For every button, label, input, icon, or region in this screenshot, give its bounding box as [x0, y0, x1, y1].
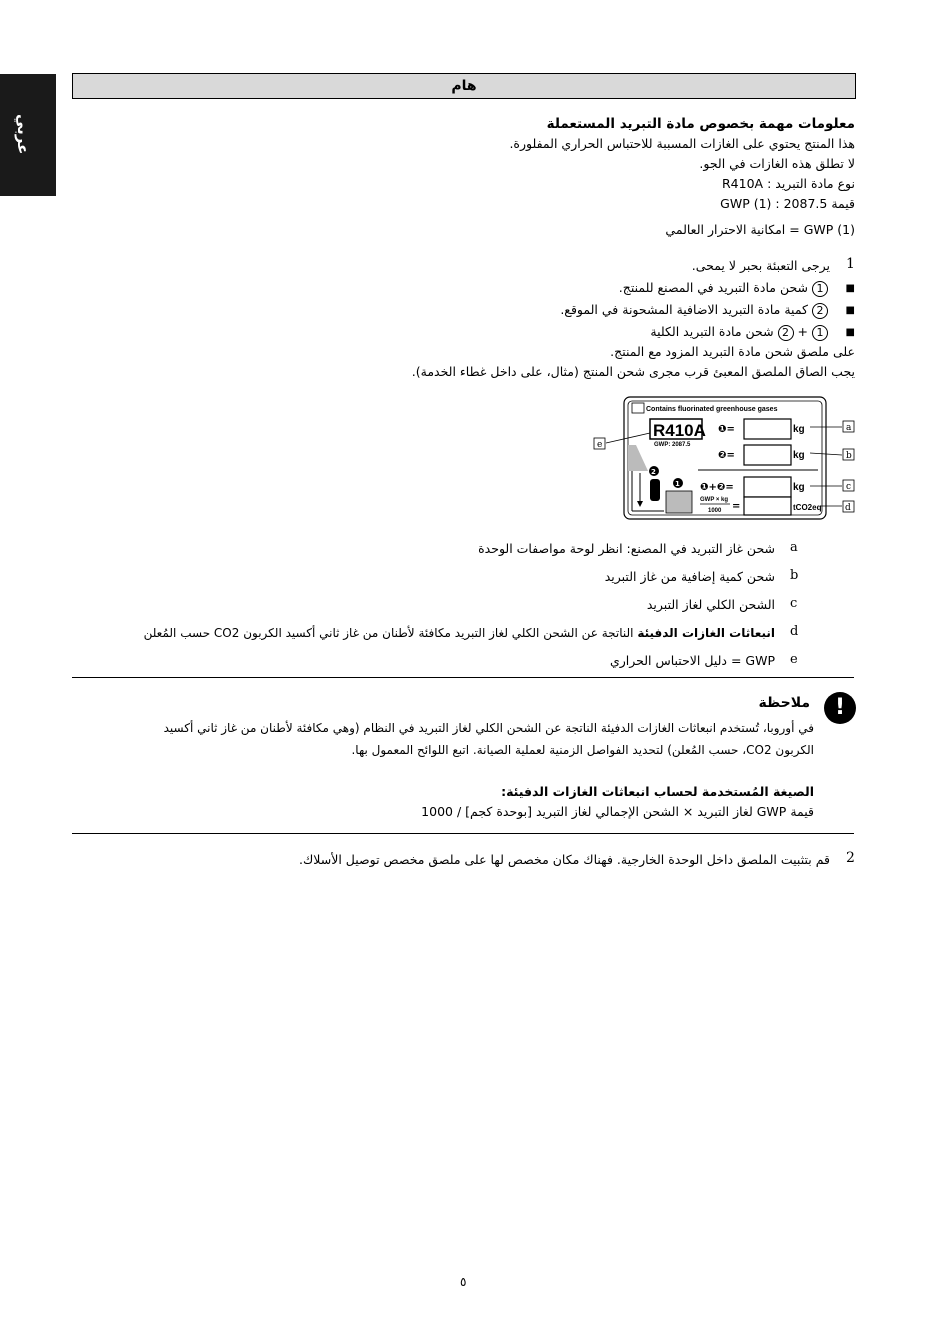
callout-e: e: [597, 440, 603, 450]
bullet-2-text: كمية مادة التبريد الاضافية المشحونة في الموقع.: [560, 302, 809, 317]
label-note-2: يجب الصاق الملصق المعبئ قرب مجرى شحن المنتج (مثال، على داخل غطاء الخدمة).: [411, 364, 855, 379]
circle-2-icon: 2: [812, 303, 828, 319]
label-formula-top: GWP × kg: [700, 497, 729, 503]
cylinder-icon: [650, 479, 660, 501]
formula-text: قيمة GWP لغاز التبريد × الشحن الإجمالي لغاز التبريد [بوحدة كجم] / 1000: [421, 804, 814, 819]
callout-d: d: [845, 503, 851, 513]
language-tab-label: عربي: [14, 114, 32, 155]
note-title: ملاحظة: [758, 695, 810, 711]
gwp-value: قيمة GWP (1) : 2087.5: [720, 196, 855, 211]
label-note-1: على ملصق شحن مادة التبريد المزود مع المنتج.: [610, 344, 855, 359]
note-line-2: الكربون CO2، حسب المُعلن) لتحديد الفواصل الزمنية لعملية الصيانة. اتبع اللوائح المعمول بها.: [351, 743, 814, 757]
formula-title: الصيغة المُستخدمة لحساب انبعاثات الغازات الدفيئة:: [501, 784, 814, 799]
callout-b: b: [846, 451, 852, 461]
legend-letter-a: a: [790, 540, 798, 555]
bullet-1: [619, 278, 828, 298]
warning-icon: !: [824, 692, 856, 724]
label-row-1: ❶=: [718, 424, 735, 435]
label-row-2: ❷=: [718, 450, 735, 461]
legend-letter-b: b: [790, 568, 799, 583]
label-kg-2: kg: [793, 450, 805, 461]
circle-2-icon: 2: [778, 325, 794, 341]
label-tco2: tCO2eq: [793, 503, 822, 512]
step-2-number: 2: [846, 850, 855, 866]
marker-1-text: 1: [675, 480, 680, 488]
label-refrigerant: R410A: [653, 421, 706, 440]
circle-1-icon: 1: [812, 325, 828, 341]
legend-text-a: شحن غاز التبريد في المصنع: انظر لوحة مواصفات الوحدة: [478, 541, 775, 556]
legend-letter-d: d: [790, 624, 799, 639]
legend-letter-e: e: [790, 652, 798, 667]
label-gwp: GWP: 2087.5: [654, 442, 691, 448]
label-kg-3: kg: [793, 482, 805, 493]
bullet-1-text: شحن مادة التبريد في المصنع للمنتج.: [618, 280, 809, 295]
refrigerant-type: نوع مادة التبريد : R410A: [722, 176, 855, 191]
legend-text-e: GWP = دليل الاحتباس الحراري: [609, 653, 775, 668]
legend-letter-c: c: [790, 596, 798, 611]
divider-2: [72, 833, 854, 834]
label-header: Contains fluorinated greenhouse gases: [646, 406, 778, 413]
page-number: ٥: [460, 1275, 467, 1289]
step-2-text: قم بتثبيت الملصق داخل الوحدة الخارجية. فهناك مكان مخصص لها على ملصق مخصص توصيل الأسلاك.: [299, 852, 830, 867]
legend-text-b: شحن كمية إضافية من غاز التبريد: [604, 569, 775, 584]
bullet-square-icon: ■: [845, 305, 855, 316]
intro-line-2: لا تطلق هذه الغازات في الجو.: [699, 156, 855, 171]
label-row-3: ❶+❷=: [700, 482, 734, 493]
unit-icon: [666, 491, 692, 513]
legend-text-d-rest: الناتجة عن الشحن الكلي لغاز التبريد مكافئة لأطنان من غاز ثاني أكسيد الكربون CO2 حسب المُعلن: [143, 626, 638, 640]
legend-text-d-bold: انبعاثات الغازات الدفيئة: [637, 626, 775, 640]
plus-sign: +: [797, 324, 809, 339]
step-1-text: يرجى التعبئة بحبر لا يمحى.: [691, 258, 830, 273]
legend-text-c: الشحن الكلي لغاز التبريد: [646, 597, 775, 612]
bullet-square-icon: ■: [845, 283, 855, 294]
intro-heading: معلومات مهمة بخصوص مادة التبريد المستعملة: [546, 116, 855, 132]
divider-1: [72, 677, 854, 678]
label-formula-bottom: 1000: [708, 508, 722, 514]
circle-1-icon: 1: [812, 281, 828, 297]
bullet-square-icon: ■: [845, 327, 855, 338]
step-1-number: 1: [846, 256, 855, 272]
bullet-3-text: شحن مادة التبريد الكلية: [650, 324, 774, 339]
callout-c: c: [846, 482, 852, 492]
language-tab: [0, 74, 56, 196]
intro-line-1: هذا المنتج يحتوي على الغازات المسببة للاحتباس الحراري المفلورة.: [509, 136, 855, 151]
gwp-footnote: (1) GWP = امكانية الاحترار العالمي: [665, 222, 855, 237]
refrigerant-label-figure: [592, 395, 862, 525]
marker-2-text: 2: [651, 468, 656, 476]
bullet-3: [650, 322, 828, 342]
legend-text-d: [144, 623, 775, 643]
refrigerant-label-drawing: [592, 395, 862, 525]
bullet-2: [560, 300, 828, 320]
label-kg-1: kg: [793, 424, 805, 435]
note-line-1: في أوروبا، تُستخدم انبعاثات الغازات الدفيئة الناتجة عن الشحن الكلي لغاز التبريد في النظام (وهي مكافئة لأطنان من غاز ثاني أكسيد: [163, 721, 814, 735]
important-banner: هام: [72, 73, 856, 99]
callout-a: a: [846, 423, 852, 433]
label-equals: =: [732, 501, 741, 512]
